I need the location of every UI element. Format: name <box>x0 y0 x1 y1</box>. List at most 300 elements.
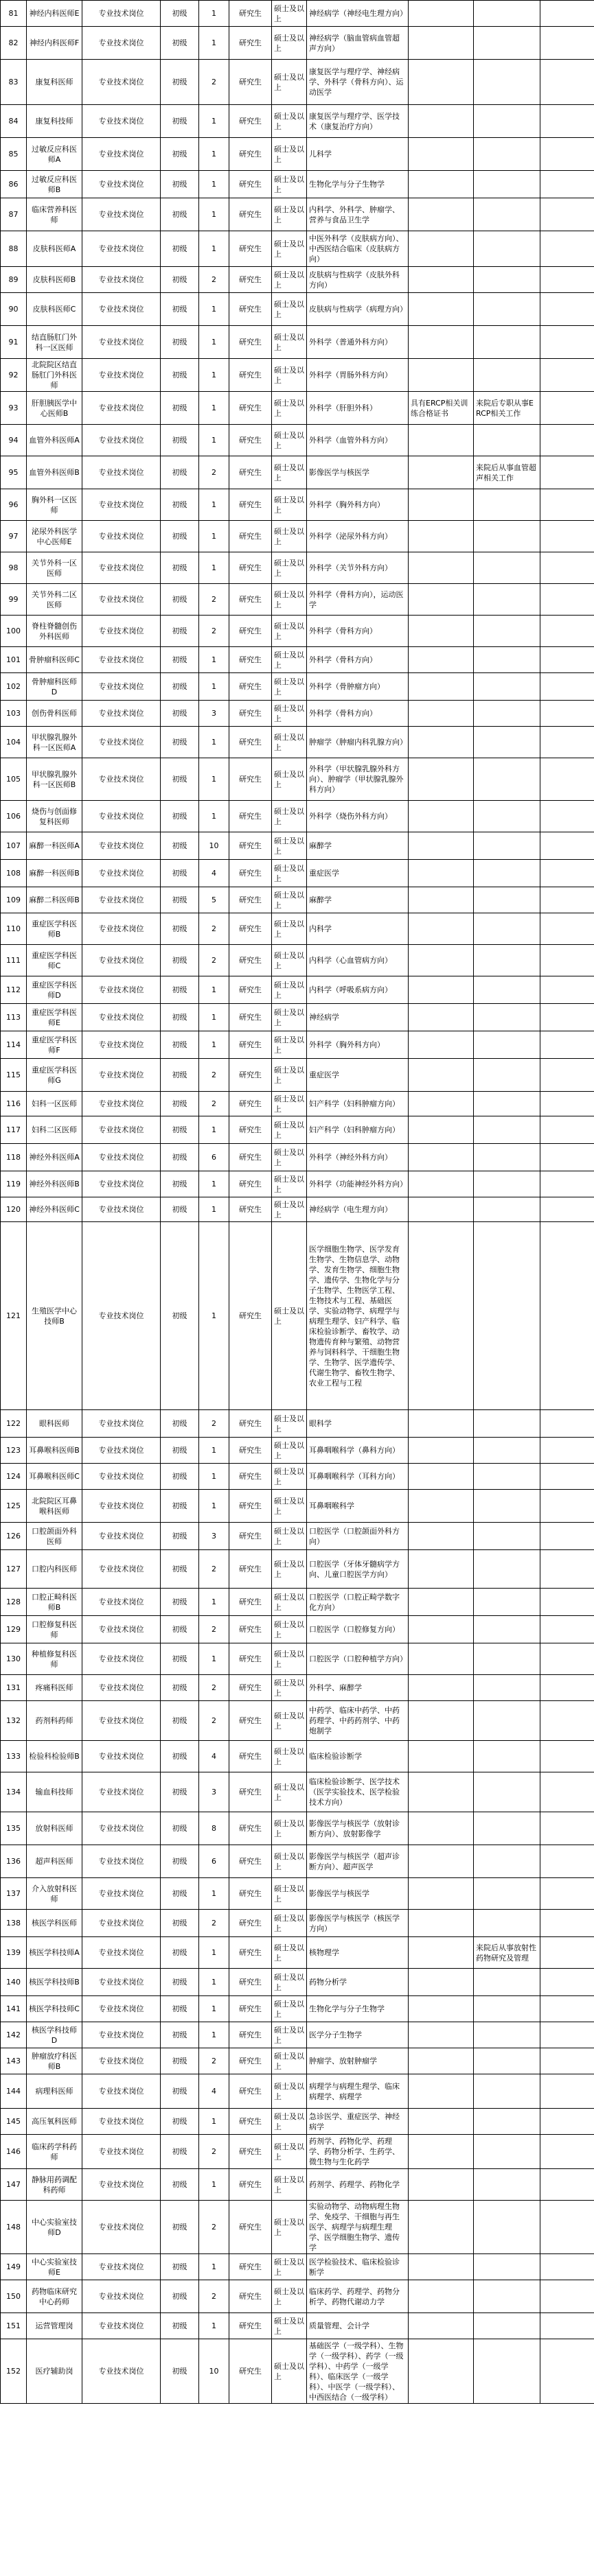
blank-cell <box>540 1643 594 1675</box>
post-name-cell: 高压氧科医师 <box>27 2109 82 2135</box>
note-cell <box>474 2135 540 2169</box>
degree-cell: 硕士及以上 <box>272 2048 307 2074</box>
other-requirements-cell <box>409 1741 474 1772</box>
table-row <box>1 1004 594 1031</box>
major-cell: 神经病学（神经电生理方向） <box>307 1 409 27</box>
degree-cell: 硕士及以上 <box>272 1772 307 1812</box>
table-row <box>1 2048 594 2074</box>
row-number-cell: 109 <box>1 887 27 913</box>
post-type-cell: 专业技术岗位 <box>82 801 161 832</box>
other-requirements-cell <box>409 198 474 231</box>
note-cell <box>474 673 540 701</box>
post-type-cell: 专业技术岗位 <box>82 1589 161 1616</box>
post-name-cell: 口腔修复科医师 <box>27 1616 82 1643</box>
post-name-cell: 创伤骨科医师 <box>27 701 82 727</box>
post-type-cell: 专业技术岗位 <box>82 1 161 27</box>
headcount-cell: 1 <box>199 1996 229 2022</box>
post-type-cell: 专业技术岗位 <box>82 293 161 326</box>
education-cell: 研究生 <box>229 359 272 392</box>
degree-cell: 硕士及以上 <box>272 584 307 616</box>
table-row <box>1 2135 594 2169</box>
post-level-cell: 初级 <box>161 105 199 138</box>
headcount-cell: 1 <box>199 1937 229 1969</box>
headcount-cell: 1 <box>199 2169 229 2201</box>
post-name-cell: 重症医学科医师F <box>27 1031 82 1059</box>
other-requirements-cell <box>409 647 474 673</box>
education-cell: 研究生 <box>229 1116 272 1144</box>
table-row <box>1 326 594 359</box>
row-number-cell: 103 <box>1 701 27 727</box>
headcount-cell: 2 <box>199 1059 229 1092</box>
headcount-cell: 1 <box>199 1031 229 1059</box>
post-type-cell: 专业技术岗位 <box>82 2074 161 2109</box>
post-type-cell: 专业技术岗位 <box>82 60 161 105</box>
major-cell: 眼科学 <box>307 1410 409 1438</box>
post-name-cell: 神经内科医师F <box>27 27 82 60</box>
degree-cell: 硕士及以上 <box>272 1031 307 1059</box>
row-number-cell: 81 <box>1 1 27 27</box>
table-row <box>1 616 594 647</box>
note-cell <box>474 1643 540 1675</box>
other-requirements-cell <box>409 2135 474 2169</box>
post-level-cell: 初级 <box>161 1490 199 1523</box>
post-name-cell: 核医学科医师 <box>27 1910 82 1937</box>
degree-cell: 硕士及以上 <box>272 1550 307 1589</box>
headcount-cell: 2 <box>199 267 229 293</box>
blank-cell <box>540 489 594 521</box>
note-cell: 来院后专职从事ERCP相关工作 <box>474 392 540 425</box>
table-row <box>1 1438 594 1464</box>
note-cell <box>474 267 540 293</box>
major-cell: 外科学（功能神经外科方向） <box>307 1171 409 1197</box>
degree-cell: 硕士及以上 <box>272 1410 307 1438</box>
post-level-cell: 初级 <box>161 198 199 231</box>
row-number-cell: 84 <box>1 105 27 138</box>
post-type-cell: 专业技术岗位 <box>82 1171 161 1197</box>
post-name-cell: 关节外科二区医师 <box>27 584 82 616</box>
blank-cell <box>540 27 594 60</box>
post-level-cell: 初级 <box>161 727 199 758</box>
blank-cell <box>540 913 594 945</box>
headcount-cell: 2 <box>199 60 229 105</box>
headcount-cell: 2 <box>199 1701 229 1741</box>
table-row <box>1 727 594 758</box>
headcount-cell: 1 <box>199 758 229 801</box>
degree-cell: 硕士及以上 <box>272 2339 307 2404</box>
note-cell <box>474 727 540 758</box>
degree-cell: 硕士及以上 <box>272 1523 307 1550</box>
note-cell <box>474 1675 540 1701</box>
other-requirements-cell <box>409 758 474 801</box>
row-number-cell: 123 <box>1 1438 27 1464</box>
note-cell <box>474 138 540 171</box>
major-cell: 外科学（泌尿外科方向） <box>307 521 409 552</box>
education-cell: 研究生 <box>229 673 272 701</box>
education-cell: 研究生 <box>229 456 272 489</box>
note-cell <box>474 1031 540 1059</box>
major-cell: 中药学、临床中药学、中药药理学、中药药剂学、中药炮制学 <box>307 1701 409 1741</box>
degree-cell: 硕士及以上 <box>272 945 307 976</box>
blank-cell <box>540 198 594 231</box>
note-cell <box>474 1004 540 1031</box>
education-cell: 研究生 <box>229 860 272 887</box>
degree-cell: 硕士及以上 <box>272 758 307 801</box>
blank-cell <box>540 456 594 489</box>
note-cell <box>474 976 540 1004</box>
degree-cell: 硕士及以上 <box>272 647 307 673</box>
degree-cell: 硕士及以上 <box>272 267 307 293</box>
row-number-cell: 83 <box>1 60 27 105</box>
blank-cell <box>540 326 594 359</box>
degree-cell: 硕士及以上 <box>272 1741 307 1772</box>
headcount-cell: 8 <box>199 1812 229 1845</box>
blank-cell <box>540 727 594 758</box>
note-cell <box>474 860 540 887</box>
post-level-cell: 初级 <box>161 1171 199 1197</box>
major-cell: 临床药学、药理学、药物分析学、药物代谢动力学 <box>307 2280 409 2313</box>
row-number-cell: 135 <box>1 1812 27 1845</box>
other-requirements-cell <box>409 1616 474 1643</box>
post-level-cell: 初级 <box>161 1004 199 1031</box>
post-name-cell: 药物临床研究中心药师 <box>27 2280 82 2313</box>
education-cell: 研究生 <box>229 1937 272 1969</box>
table-row <box>1 976 594 1004</box>
other-requirements-cell <box>409 1 474 27</box>
table-row <box>1 171 594 198</box>
post-name-cell: 关节外科一区医师 <box>27 552 82 584</box>
note-cell <box>474 913 540 945</box>
major-cell: 核物理学 <box>307 1937 409 1969</box>
headcount-cell: 1 <box>199 673 229 701</box>
degree-cell: 硕士及以上 <box>272 1092 307 1116</box>
post-name-cell: 过敏反应科医师A <box>27 138 82 171</box>
table-row <box>1 1550 594 1589</box>
row-number-cell: 137 <box>1 1878 27 1910</box>
post-level-cell: 初级 <box>161 489 199 521</box>
table-row <box>1 832 594 860</box>
table-row <box>1 293 594 326</box>
degree-cell: 硕士及以上 <box>272 860 307 887</box>
table-row <box>1 2339 594 2404</box>
major-cell: 妇产科学（妇科肿瘤方向） <box>307 1116 409 1144</box>
major-cell: 医学分子生物学 <box>307 2022 409 2048</box>
other-requirements-cell <box>409 171 474 198</box>
other-requirements-cell <box>409 60 474 105</box>
major-cell: 医学检验技术、临床检验诊断学 <box>307 2254 409 2280</box>
post-level-cell: 初级 <box>161 1937 199 1969</box>
post-type-cell: 专业技术岗位 <box>82 489 161 521</box>
headcount-cell: 1 <box>199 976 229 1004</box>
post-level-cell: 初级 <box>161 2135 199 2169</box>
blank-cell <box>540 2169 594 2201</box>
degree-cell: 硕士及以上 <box>272 138 307 171</box>
blank-cell <box>540 1 594 27</box>
post-name-cell: 北院院区耳鼻喉科医师 <box>27 1490 82 1523</box>
post-level-cell: 初级 <box>161 1701 199 1741</box>
other-requirements-cell <box>409 2074 474 2109</box>
post-name-cell: 甲状腺乳腺外科一区医师A <box>27 727 82 758</box>
blank-cell <box>540 1464 594 1490</box>
other-requirements-cell <box>409 832 474 860</box>
table-row <box>1 801 594 832</box>
headcount-cell: 2 <box>199 616 229 647</box>
row-number-cell: 130 <box>1 1643 27 1675</box>
other-requirements-cell <box>409 552 474 584</box>
post-level-cell: 初级 <box>161 2074 199 2109</box>
row-number-cell: 151 <box>1 2313 27 2339</box>
blank-cell <box>540 2074 594 2109</box>
table-row <box>1 1812 594 1845</box>
blank-cell <box>540 2201 594 2254</box>
post-level-cell: 初级 <box>161 1616 199 1643</box>
major-cell: 实验动物学、动物病理生物学、免疫学、干细胞与再生医学、病理学与病理生理学、医学细胞生物学、遗传学 <box>307 2201 409 2254</box>
other-requirements-cell <box>409 267 474 293</box>
other-requirements-cell <box>409 727 474 758</box>
education-cell: 研究生 <box>229 1523 272 1550</box>
education-cell: 研究生 <box>229 1171 272 1197</box>
post-name-cell: 泌尿外科医学中心医师E <box>27 521 82 552</box>
blank-cell <box>540 832 594 860</box>
table-row <box>1 1845 594 1878</box>
post-level-cell: 初级 <box>161 2254 199 2280</box>
post-name-cell: 中心实验室技师E <box>27 2254 82 2280</box>
major-cell: 口腔医学（口腔修复方向） <box>307 1616 409 1643</box>
post-type-cell: 专业技术岗位 <box>82 2135 161 2169</box>
major-cell: 耳鼻咽喉科学（鼻科方向） <box>307 1438 409 1464</box>
note-cell <box>474 887 540 913</box>
other-requirements-cell <box>409 1996 474 2022</box>
table-row <box>1 1092 594 1116</box>
blank-cell <box>540 647 594 673</box>
note-cell <box>474 1222 540 1410</box>
education-cell: 研究生 <box>229 267 272 293</box>
other-requirements-cell <box>409 1589 474 1616</box>
blank-cell <box>540 552 594 584</box>
blank-cell <box>540 2022 594 2048</box>
row-number-cell: 101 <box>1 647 27 673</box>
table-row <box>1 2254 594 2280</box>
major-cell: 生物化学与分子生物学 <box>307 1996 409 2022</box>
degree-cell: 硕士及以上 <box>272 1 307 27</box>
degree-cell: 硕士及以上 <box>272 1438 307 1464</box>
post-name-cell: 种植修复科医师 <box>27 1643 82 1675</box>
post-level-cell: 初级 <box>161 27 199 60</box>
post-level-cell: 初级 <box>161 701 199 727</box>
headcount-cell: 1 <box>199 1589 229 1616</box>
major-cell: 耳鼻咽喉科学（耳科方向） <box>307 1464 409 1490</box>
post-type-cell: 专业技术岗位 <box>82 171 161 198</box>
blank-cell <box>540 1772 594 1812</box>
degree-cell: 硕士及以上 <box>272 913 307 945</box>
headcount-cell: 1 <box>199 1197 229 1222</box>
headcount-cell: 2 <box>199 1550 229 1589</box>
blank-cell <box>540 1878 594 1910</box>
major-cell: 口腔医学（口腔正畸学数字化方向） <box>307 1589 409 1616</box>
table-row <box>1 2313 594 2339</box>
headcount-cell: 2 <box>199 945 229 976</box>
education-cell: 研究生 <box>229 2169 272 2201</box>
other-requirements-cell <box>409 1116 474 1144</box>
headcount-cell: 1 <box>199 2313 229 2339</box>
degree-cell: 硕士及以上 <box>272 1937 307 1969</box>
education-cell: 研究生 <box>229 2313 272 2339</box>
major-cell: 重症医学 <box>307 1059 409 1092</box>
degree-cell: 硕士及以上 <box>272 2109 307 2135</box>
post-level-cell: 初级 <box>161 60 199 105</box>
major-cell: 内科学、外科学、肿瘤学、营养与食品卫生学 <box>307 198 409 231</box>
blank-cell <box>540 1550 594 1589</box>
major-cell: 生物化学与分子生物学 <box>307 171 409 198</box>
blank-cell <box>540 1059 594 1092</box>
row-number-cell: 125 <box>1 1490 27 1523</box>
degree-cell: 硕士及以上 <box>272 701 307 727</box>
major-cell: 麻醉学 <box>307 887 409 913</box>
table-row <box>1 1410 594 1438</box>
headcount-cell: 2 <box>199 2201 229 2254</box>
post-name-cell: 介入放射科医师 <box>27 1878 82 1910</box>
headcount-cell: 1 <box>199 1222 229 1410</box>
post-type-cell: 专业技术岗位 <box>82 552 161 584</box>
major-cell: 药物分析学 <box>307 1969 409 1996</box>
note-cell <box>474 60 540 105</box>
post-type-cell: 专业技术岗位 <box>82 521 161 552</box>
table-row <box>1 1910 594 1937</box>
other-requirements-cell <box>409 489 474 521</box>
note-cell <box>474 1116 540 1144</box>
post-level-cell: 初级 <box>161 456 199 489</box>
table-row <box>1 198 594 231</box>
note-cell <box>474 1490 540 1523</box>
other-requirements-cell <box>409 359 474 392</box>
education-cell: 研究生 <box>229 1643 272 1675</box>
blank-cell <box>540 1438 594 1464</box>
row-number-cell: 105 <box>1 758 27 801</box>
post-type-cell: 专业技术岗位 <box>82 2280 161 2313</box>
table-row <box>1 1031 594 1059</box>
post-level-cell: 初级 <box>161 1996 199 2022</box>
row-number-cell: 85 <box>1 138 27 171</box>
other-requirements-cell <box>409 2022 474 2048</box>
headcount-cell: 3 <box>199 701 229 727</box>
note-cell <box>474 1741 540 1772</box>
degree-cell: 硕士及以上 <box>272 198 307 231</box>
row-number-cell: 116 <box>1 1092 27 1116</box>
education-cell: 研究生 <box>229 105 272 138</box>
post-name-cell: 耳鼻喉科医师C <box>27 1464 82 1490</box>
other-requirements-cell <box>409 1092 474 1116</box>
post-type-cell: 专业技术岗位 <box>82 2022 161 2048</box>
post-level-cell: 初级 <box>161 673 199 701</box>
post-name-cell: 烧伤与创面修复科医师 <box>27 801 82 832</box>
education-cell: 研究生 <box>229 2201 272 2254</box>
other-requirements-cell <box>409 1464 474 1490</box>
degree-cell: 硕士及以上 <box>272 1878 307 1910</box>
other-requirements-cell <box>409 860 474 887</box>
note-cell <box>474 1059 540 1092</box>
note-cell <box>474 171 540 198</box>
row-number-cell: 107 <box>1 832 27 860</box>
major-cell: 口腔医学（口腔颌面外科方向） <box>307 1523 409 1550</box>
degree-cell: 硕士及以上 <box>272 2313 307 2339</box>
note-cell <box>474 1772 540 1812</box>
major-cell: 质量管理、会计学 <box>307 2313 409 2339</box>
row-number-cell: 112 <box>1 976 27 1004</box>
degree-cell: 硕士及以上 <box>272 673 307 701</box>
note-cell <box>474 293 540 326</box>
post-name-cell: 眼科医师 <box>27 1410 82 1438</box>
row-number-cell: 95 <box>1 456 27 489</box>
education-cell: 研究生 <box>229 1675 272 1701</box>
post-type-cell: 专业技术岗位 <box>82 2313 161 2339</box>
blank-cell <box>540 1969 594 1996</box>
headcount-cell: 1 <box>199 1643 229 1675</box>
post-level-cell: 初级 <box>161 1675 199 1701</box>
major-cell: 基础医学（一级学科）、生物学（一级学科）、药学（一级学科）、中药学（一级学科）、临床医学（一级学科）、中医学（一级学科）、中西医结合（一级学科） <box>307 2339 409 2404</box>
other-requirements-cell <box>409 1772 474 1812</box>
other-requirements-cell <box>409 1937 474 1969</box>
post-level-cell: 初级 <box>161 2022 199 2048</box>
headcount-cell: 4 <box>199 860 229 887</box>
post-type-cell: 专业技术岗位 <box>82 267 161 293</box>
post-name-cell: 皮肤科医师C <box>27 293 82 326</box>
blank-cell <box>540 60 594 105</box>
other-requirements-cell <box>409 2048 474 2074</box>
blank-cell <box>540 392 594 425</box>
other-requirements-cell <box>409 425 474 456</box>
post-type-cell: 专业技术岗位 <box>82 1878 161 1910</box>
headcount-cell: 4 <box>199 2074 229 2109</box>
note-cell <box>474 2313 540 2339</box>
post-name-cell: 胸外科一区医师 <box>27 489 82 521</box>
major-cell: 外科学（骨肿瘤方向） <box>307 673 409 701</box>
major-cell: 肿瘤学（肿瘤内科乳腺方向） <box>307 727 409 758</box>
row-number-cell: 121 <box>1 1222 27 1410</box>
post-name-cell: 北院院区结直肠肛门外科医师 <box>27 359 82 392</box>
education-cell: 研究生 <box>229 2254 272 2280</box>
education-cell: 研究生 <box>229 2339 272 2404</box>
note-cell <box>474 2280 540 2313</box>
major-cell: 影像医学与核医学（放射诊断方向）、放射影像学 <box>307 1812 409 1845</box>
education-cell: 研究生 <box>229 616 272 647</box>
degree-cell: 硕士及以上 <box>272 1996 307 2022</box>
table-row <box>1 60 594 105</box>
note-cell <box>474 105 540 138</box>
post-level-cell: 初级 <box>161 2048 199 2074</box>
row-number-cell: 82 <box>1 27 27 60</box>
degree-cell: 硕士及以上 <box>272 1464 307 1490</box>
note-cell <box>474 1878 540 1910</box>
education-cell: 研究生 <box>229 489 272 521</box>
post-type-cell: 专业技术岗位 <box>82 1092 161 1116</box>
degree-cell: 硕士及以上 <box>272 2135 307 2169</box>
post-name-cell: 超声科医师 <box>27 1845 82 1878</box>
note-cell <box>474 2169 540 2201</box>
major-cell: 外科学（神经外科方向） <box>307 1144 409 1171</box>
post-level-cell: 初级 <box>161 552 199 584</box>
post-level-cell: 初级 <box>161 1092 199 1116</box>
post-name-cell: 骨肿瘤科医师D <box>27 673 82 701</box>
row-number-cell: 152 <box>1 2339 27 2404</box>
education-cell: 研究生 <box>229 945 272 976</box>
education-cell: 研究生 <box>229 293 272 326</box>
post-name-cell: 运营管理岗 <box>27 2313 82 2339</box>
post-name-cell: 皮肤科医师B <box>27 267 82 293</box>
degree-cell: 硕士及以上 <box>272 1171 307 1197</box>
post-name-cell: 医疗辅助岗 <box>27 2339 82 2404</box>
major-cell: 外科学（胸外科方向） <box>307 1031 409 1059</box>
other-requirements-cell <box>409 456 474 489</box>
other-requirements-cell <box>409 326 474 359</box>
